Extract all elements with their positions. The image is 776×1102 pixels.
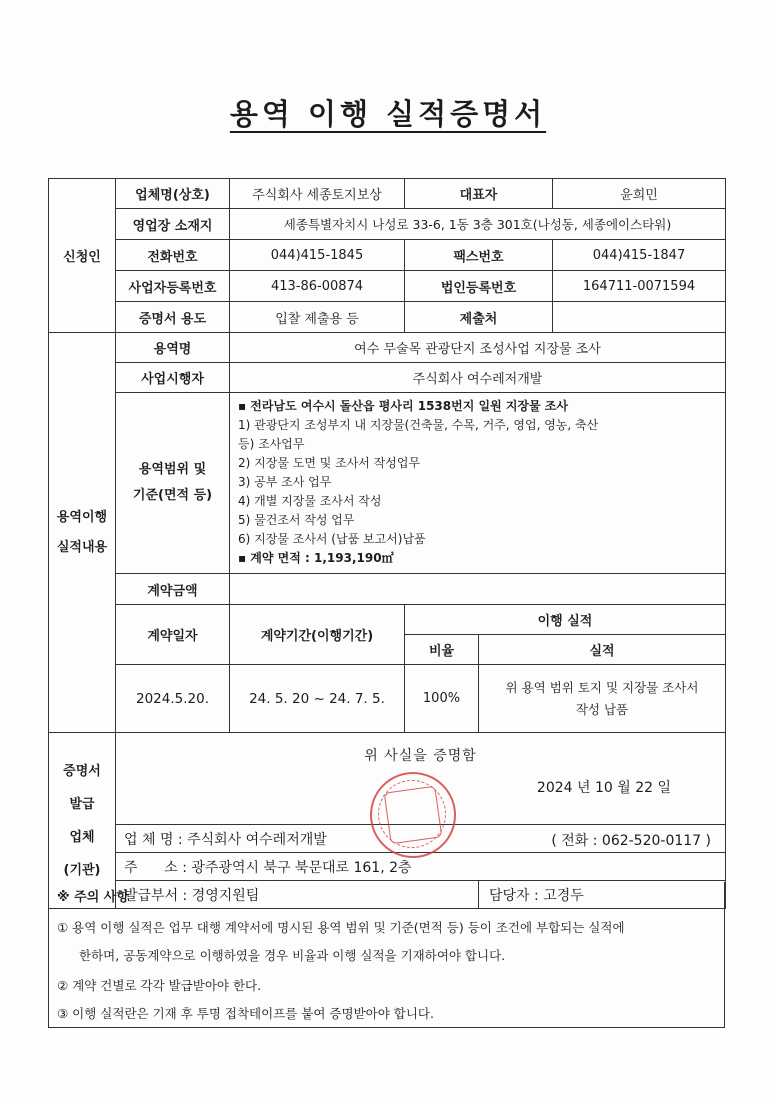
purpose-value: 입찰 제출용 등	[230, 302, 405, 333]
scope-line: 2) 지장물 도면 및 조사서 작성업무	[238, 456, 421, 470]
issuer-contact: 담당자 : 고경두	[479, 881, 726, 909]
note-item: ① 용역 이행 실적은 업무 대행 계약서에 명시된 용역 범위 및 기준(면적 등) 등이 조건에 부합되는 실적에	[57, 920, 625, 935]
scope-line: 등) 조사업무	[238, 437, 305, 451]
company-label: 업체명(상호)	[116, 179, 230, 209]
company-seal-stamp	[370, 772, 456, 858]
performance-label: 이행 실적	[405, 605, 726, 635]
scope-value	[230, 393, 726, 574]
notes-section	[48, 882, 725, 1028]
ratio-label: 비율	[405, 635, 479, 665]
executor-value: 주식회사 여수레저개발	[230, 363, 726, 393]
issuer-dept: 발급부서 : 경영지원팀	[116, 881, 479, 909]
issuer-phone: ( 전화 : 062-520-0117 )	[551, 833, 711, 849]
contract-date-label: 계약일자	[116, 605, 230, 665]
service-name-label: 용역명	[116, 333, 230, 363]
contract-period-label: 계약기간(이행기간)	[230, 605, 405, 665]
contract-date-value: 2024.5.20.	[116, 665, 230, 733]
phone-label: 전화번호	[116, 240, 230, 271]
corpreg-label: 법인등록번호	[405, 271, 553, 302]
scope-line: 6) 지장물 조사서 (납품 보고서)납품	[238, 532, 426, 546]
submit-value	[553, 302, 726, 333]
company-value: 주식회사 세종토지보상	[230, 179, 405, 209]
scope-line: 4) 개별 지장물 조사서 작성	[238, 494, 382, 508]
ceo-value: 윤희민	[553, 179, 726, 209]
ratio-value: 100%	[405, 665, 479, 733]
scope-line: 5) 물건조서 작성 업무	[238, 513, 355, 527]
bizreg-value: 413-86-00874	[230, 271, 405, 302]
submit-label: 제출처	[405, 302, 553, 333]
note-item: 한하며, 공동계약으로 이행하였을 경우 비율과 이행 실적을 기재하여야 합니다.	[79, 948, 506, 963]
phone-value: 044)415-1845	[230, 240, 405, 271]
scope-line: 1) 관광단지 조성부지 내 지장물(건축물, 수목, 거주, 영업, 영농, 축산	[238, 418, 599, 432]
contract-period-value: 24. 5. 20 ~ 24. 7. 5.	[230, 665, 405, 733]
corpreg-value: 164711-0071594	[553, 271, 726, 302]
amount-value	[230, 574, 726, 605]
scope-label: 용역범위 및 기준(면적 등)	[116, 393, 230, 574]
purpose-label: 증명서 용도	[116, 302, 230, 333]
executor-label: 사업시행자	[116, 363, 230, 393]
service-name-value: 여수 무술목 관광단지 조성사업 지장물 조사	[230, 333, 726, 363]
fax-label: 팩스번호	[405, 240, 553, 271]
address-value: 세종특별자치시 나성로 33-6, 1동 3층 301호(나성동, 세종에이스타워)	[230, 209, 726, 240]
issuer-company: 업 체 명 : 주식회사 여수레저개발	[124, 831, 327, 848]
scope-line: ▪ 전라남도 여수시 돌산읍 평사리 1538번지 일원 지장물 조사	[238, 399, 568, 413]
note-item: ③ 이행 실적란은 기재 후 투명 접착테이프를 붙여 증명받아야 합니다.	[57, 1006, 434, 1021]
document-title: 용역 이행 실적증명서	[229, 97, 547, 131]
ceo-label: 대표자	[405, 179, 553, 209]
scope-line: 3) 공부 조사 업무	[238, 475, 332, 489]
issue-date: 2024 년 10 월 22 일	[536, 780, 671, 796]
address-label: 영업장 소재지	[116, 209, 230, 240]
result-value: 위 용역 범위 토지 및 지장물 조사서 작성 납품	[479, 665, 726, 733]
bizreg-label: 사업자등록번호	[116, 271, 230, 302]
amount-label: 계약금액	[116, 574, 230, 605]
result-label: 실적	[479, 635, 726, 665]
notes-header: ※ 주의 사항	[57, 890, 129, 905]
note-item: ② 계약 건별로 각각 발급받아야 한다.	[57, 978, 262, 993]
issuer-address: 주 소 : 광주광역시 북구 북문대로 161, 2층	[116, 853, 726, 881]
scope-line: ▪ 계약 면적 : 1,193,190㎡	[238, 551, 394, 565]
service-section-label: 용역이행 실적내용	[49, 333, 116, 733]
applicant-section-label: 신청인	[49, 179, 116, 333]
certify-text: 위 사실을 증명함	[364, 748, 477, 764]
fax-value: 044)415-1847	[553, 240, 726, 271]
issuer-section-label: 증명서 발급 업체 (기관)	[49, 733, 116, 909]
